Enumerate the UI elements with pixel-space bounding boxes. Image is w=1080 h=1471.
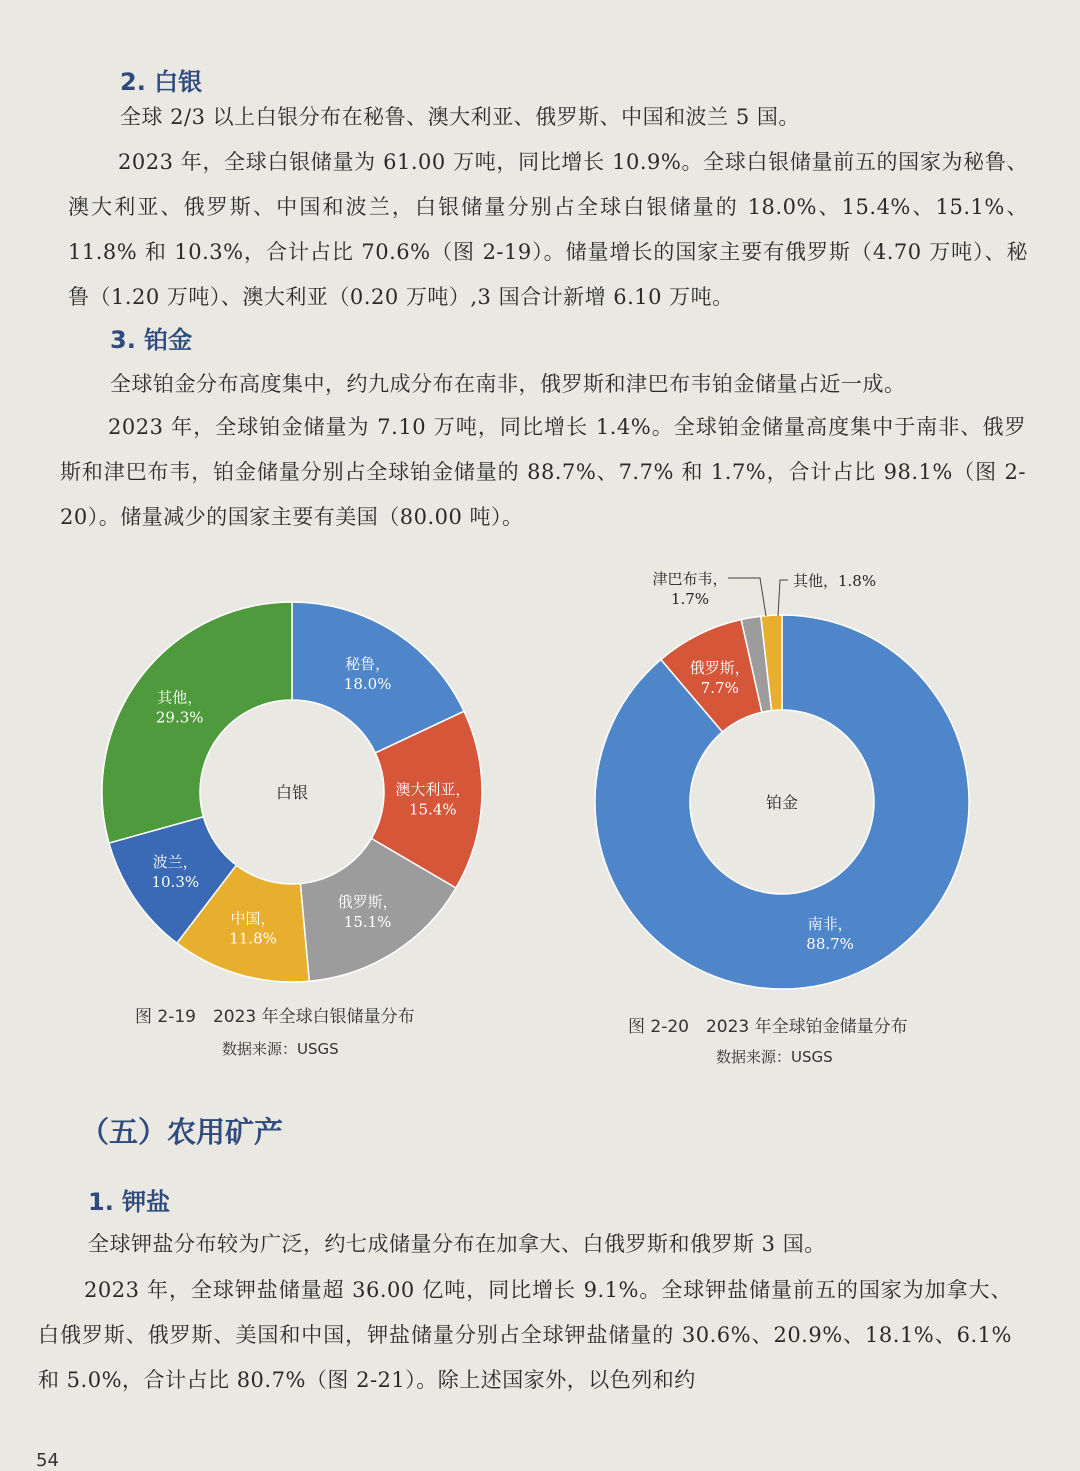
slice-value-南非: 88.7% — [806, 934, 854, 953]
silver-paragraph-1: 全球 2/3 以上白银分布在秘鲁、澳大利亚、俄罗斯、中国和波兰 5 国。 — [120, 105, 800, 129]
potash-paragraph-2: 2023 年，全球钾盐储量超 36.00 亿吨，同比增长 9.1%。全球钾盐储量前五的国家为加拿大、白俄罗斯、俄罗斯、美国和中国，钾盐储量分别占全球钾盐储量的 30.6%、20.9%、18.1%、6.1% 和 5.0%，合计占比 80.7%（图 2-21）。除上述国家外，以色列和约 — [38, 1278, 1012, 1392]
slice-label-津巴布韦: 津巴布韦， — [652, 570, 728, 588]
slice-value-秘鲁: 18.0% — [343, 674, 392, 693]
potash-paragraph-1: 全球钾盐分布较为广泛，约七成储量分布在加拿大、白俄罗斯和俄罗斯 3 国。 — [88, 1232, 826, 1256]
platinum-chart-source: 数据来源：USGS — [716, 1048, 833, 1066]
platinum-donut-chart — [580, 560, 990, 1000]
center-label: 白银 — [275, 783, 309, 802]
silver-chart-source: 数据来源：USGS — [222, 1040, 339, 1058]
platinum-heading: 3. 铂金 — [110, 326, 193, 354]
platinum-paragraph-2: 2023 年，全球铂金储量为 7.10 万吨，同比增长 1.4%。全球铂金储量高度集中于南非、俄罗斯和津巴布韦，铂金储量分别占全球铂金储量的 88.7%、7.7% 和 1.7%，合计占比 98.1%（图 2-20）。储量减少的国家主要有美国（80.00 吨）。 — [60, 415, 1026, 529]
slice-label-中国: 中国， — [230, 909, 276, 928]
slice-label-波兰: 波兰， — [152, 853, 198, 872]
slice-value-俄罗斯: 7.7% — [700, 679, 739, 698]
silver-chart-caption: 图 2-19 2023 年全球白银储量分布 — [135, 1007, 415, 1027]
section-five-title: （五）农用矿产 — [80, 1115, 284, 1149]
platinum-paragraph-1: 全球铂金分布高度集中，约九成分布在南非，俄罗斯和津巴布韦铂金储量占近一成。 — [110, 372, 906, 396]
slice-value-波兰: 10.3% — [151, 873, 200, 892]
slice-value-其他: 29.3% — [155, 708, 204, 727]
slice-label-澳大利亚: 澳大利亚， — [395, 780, 471, 799]
slice-label-其他: 其他，1.8% — [793, 572, 877, 590]
silver-donut-chart — [100, 595, 490, 995]
slice-label-俄罗斯: 俄罗斯， — [337, 893, 398, 912]
leader-line-其他 — [778, 580, 788, 616]
leader-line-津巴布韦 — [728, 578, 766, 616]
potash-heading: 1. 钾盐 — [88, 1188, 171, 1216]
slice-value-津巴布韦: 1.7% — [670, 590, 710, 608]
slice-label-俄罗斯: 俄罗斯， — [689, 659, 750, 678]
center-label: 铂金 — [765, 793, 799, 812]
slice-label-南非: 南非， — [807, 914, 853, 933]
slice-value-俄罗斯: 15.1% — [343, 913, 392, 932]
silver-paragraph-2: 2023 年，全球白银储量为 61.00 万吨，同比增长 10.9%。全球白银储量前五的国家为秘鲁、澳大利亚、俄罗斯、中国和波兰，白银储量分别占全球白银储量的 18.0%、15.4%、15.1%、11.8% 和 10.3%，合计占比 70.6%（图 2-19）。储量增长的国家主要有俄罗斯（4.70 万吨）、秘鲁（1.20 万吨）、澳大利亚（0.20 万吨）,3 国合计新增 6.10 万吨。 — [68, 150, 1028, 309]
platinum-chart-caption: 图 2-20 2023 年全球铂金储量分布 — [628, 1017, 908, 1037]
slice-label-其他: 其他， — [157, 688, 203, 707]
slice-value-中国: 11.8% — [229, 929, 277, 948]
silver-heading: 2. 白银 — [120, 68, 203, 96]
slice-label-秘鲁: 秘鲁， — [345, 654, 391, 673]
slice-value-澳大利亚: 15.4% — [409, 800, 457, 819]
page-number: 54 — [36, 1450, 59, 1471]
